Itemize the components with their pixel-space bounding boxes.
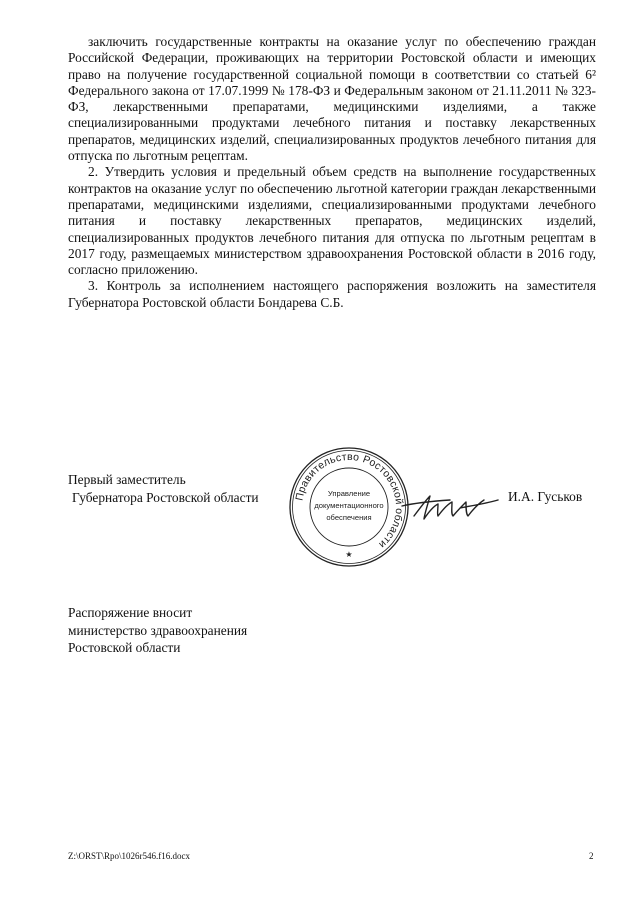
position-line-1: Первый заместитель bbox=[68, 472, 186, 487]
official-stamp-icon bbox=[288, 446, 410, 568]
submitter-line-1: Распоряжение вносит bbox=[68, 605, 193, 620]
stamp-ring-text: Правительство Ростовской области bbox=[293, 450, 406, 551]
handwritten-signature-icon bbox=[400, 486, 500, 526]
submitter-block bbox=[68, 604, 247, 657]
position-line-2: Губернатора Ростовской области bbox=[72, 490, 259, 505]
submitter-line-3: Ростовской области bbox=[68, 640, 181, 655]
page-number: 2 bbox=[589, 851, 594, 861]
body-text bbox=[68, 34, 596, 311]
svg-text:★: ★ bbox=[345, 550, 353, 559]
stamp-center-line-1: Управление bbox=[327, 489, 371, 498]
paragraph-2: 2. Утвердить условия и предельный объем средств на выполнение государственных контрактов на оказание услуг по обеспечению льготной категории граждан лекарственными препаратами, медицинскими изделиями, специализированными продуктами лечебного питания и поставку лекарственных препаратов, медицинских изделий, специализированных продуктов лечебного питания для отпуска по льготным рецептам в 2017 году, размещаемых министерством здравоохранения Ростовской области в 2016 году, согласно приложению. bbox=[68, 164, 596, 278]
signatory-position bbox=[68, 471, 259, 507]
paragraph-3: 3. Контроль за исполнением настоящего распоряжения возложить на заместителя Губернатора Ростовской области Бондарева С.Б. bbox=[68, 278, 596, 310]
signatory-name: И.А. Гуськов bbox=[508, 489, 583, 504]
submitter-line-2: министерство здравоохранения bbox=[68, 622, 248, 638]
file-path: Z:\ORST\Rpo\1026r546.f16.docx bbox=[68, 851, 190, 861]
stamp-center-line-2: документационного bbox=[314, 501, 384, 510]
paragraph-1: заключить государственные контракты на оказание услуг по обеспечению граждан Российской Федерации, проживающих на территории Ростовской области и имеющих право на получение государственной социальной помощи в соответствии со статьей 6² Федерального закона от 17.07.1999 № 178-ФЗ и Федеральным законом от 21.11.2011 № 323-ФЗ, лекарственными препаратами, медицинскими изделиями, а также специализированными продуктами лечебного питания и поставку лекарственных препаратов, медицинских изделий, специализированных продуктов лечебного питания для отпуска по льготным рецептам. bbox=[68, 34, 596, 164]
stamp-center-line-3: обеспечения bbox=[326, 513, 372, 522]
